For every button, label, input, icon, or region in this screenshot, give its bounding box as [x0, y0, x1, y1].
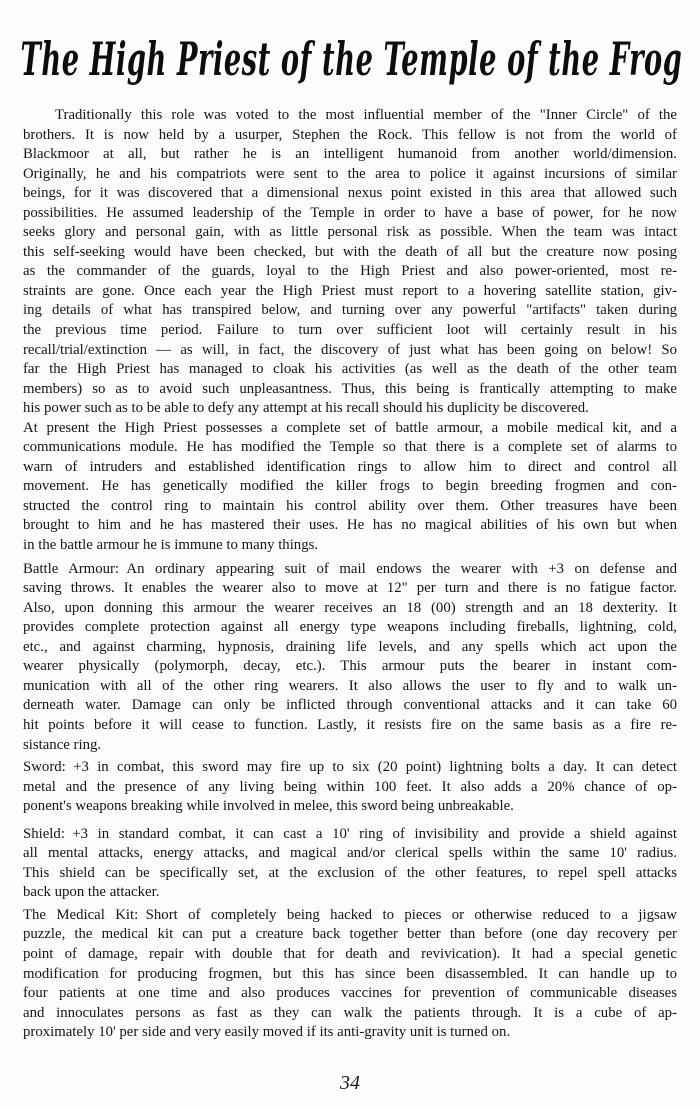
article-body [23, 106, 677, 1043]
text-line: the previous time period. Failure to turn over sufficient loot will certainly result in his [23, 322, 677, 339]
text-line: back upon the attacker. [23, 884, 160, 901]
text-line: structed the control ring to maintain his control ability over them. Other treasures have been [23, 497, 677, 514]
text-line: ponent's weapons breaking while involved in melee, this sword being unbreakable. [23, 798, 514, 815]
text-line: puzzle, the medical kit can put a creature back together better than before (one day recovery per [23, 926, 677, 943]
text-line: Blackmoor at all, but rather he is an intelligent humanoid from another world/dimension. [23, 146, 677, 163]
paragraph-battle-armour [23, 560, 677, 755]
text-line: This shield can be specifically set, at the exclusion of the other features, to repel spell attacks [23, 864, 677, 881]
text-line: all mental attacks, energy attacks, and magical and/or clerical spells within the same 10' radius. [23, 845, 677, 862]
text-line: this self-seeking would have been checked, but with the death of all but the creature now posing [23, 243, 677, 260]
text-line: Battle Armour: An ordinary appearing suit of mail endows the wearer with +3 on defense and [23, 560, 677, 577]
text-line: Traditionally this role was voted to the most influential member of the "Inner Circle" of the [55, 107, 677, 123]
text-line: recall/trial/extinction — as will, in fact, the discovery of just what has been going on below! So [23, 341, 677, 358]
text-line: beings, for it was discovered that a dimensional nexus point existed in this area that allowed such [23, 185, 677, 202]
text-line: communications module. He has modified the Temple so that there is a complete set of alarms to [23, 439, 677, 456]
paragraph-medical-kit [23, 906, 677, 1043]
paragraph-sword [23, 758, 677, 817]
text-line: munication with all of the other ring wearers. It also allows the user to fly and to walk un- [23, 677, 677, 694]
page-title-text: The High Priest of the Temple of the Frog [20, 32, 682, 86]
text-line: Sword: +3 in combat, this sword may fire up to six (20 point) lightning bolts a day. It can detect [23, 759, 677, 776]
text-line: and innoculates persons as fast as they can walk the patients through. It is a cube of ap- [23, 1004, 677, 1021]
text-line: his power such as to be able to defy any attempt at his recall should his duplicity be discovered. [23, 400, 589, 417]
text-line: members) so as to avoid such unpleasantness. Thus, this being is frantically attempting to make [23, 380, 677, 397]
text-line: wearer physically (polymorph, decay, etc.). This armour puts the bearer in instant com- [23, 658, 677, 675]
text-line: seeks glory and personal gain, with as little personal risk as possible. When the team was intact [23, 224, 677, 241]
text-line: point of damage, repair with double that for death and revivication). It had a special genetic [23, 945, 677, 962]
text-line: At present the High Priest possesses a complete set of battle armour, a mobile medical kit, and a [23, 419, 677, 436]
text-line: ing details of what has transpired below, and turning over any powerful "artifacts" taken during [23, 302, 677, 319]
text-line: four patients at one time and also produces vaccines for prevention of communicable diseases [23, 985, 677, 1002]
text-line: saving throws. It enables the wearer also to move at 12" per turn and there is no fatigue factor. [23, 580, 677, 597]
text-line: Originally, he and his compatriots were sent to the area to police it against incursions of similar [23, 165, 677, 182]
text-line: hit points before it will cease to function. Lastly, it resists fire on the same basis as a fire re- [23, 716, 677, 733]
text-line: far the High Priest has managed to cloak his activities (as well as the death of the other team [23, 361, 677, 378]
text-line: possibilities. He assumed leadership of the Temple in order to have a base of power, for he now [23, 204, 677, 221]
text-line: Also, upon donning this armour the wearer receives an 18 (00) strength and an 18 dexterity. It [23, 599, 677, 616]
text-line: provides complete protection against all energy type weapons including fireballs, lightning, cold, [23, 619, 677, 636]
paragraph-intro-2 [23, 419, 677, 556]
page-number: 34 [340, 1072, 360, 1094]
text-line: Shield: +3 in standard combat, it can cast a 10' ring of invisibility and provide a shield against [23, 825, 677, 842]
text-line: The Medical Kit: Short of completely being hacked to pieces or otherwise reduced to a jigsaw [23, 906, 677, 923]
text-line: brothers. It is now held by a usurper, Stephen the Rock. This fellow is not from the world of [23, 126, 677, 143]
text-line: etc., and against charming, hypnosis, draining life levels, and any spells which act upon the [23, 638, 677, 655]
paragraph-intro-1 [23, 106, 677, 419]
text-line: modification for producing frogmen, but this has since been disassembled. It can handle up to [23, 965, 677, 982]
text-line: sistance ring. [23, 736, 102, 753]
text-line: warn of intruders and established identification rings to allow him to direct and control all [23, 458, 677, 475]
text-line: as the commander of the guards, loyal to the High Priest and also power-oriented, most re- [23, 263, 677, 280]
text-line: in the battle armour he is immune to many things. [23, 537, 319, 554]
text-line: proximately 10' per side and very easily moved if its anti-gravity unit is turned on. [23, 1024, 511, 1041]
text-line: brought to him and he has mastered their uses. He has no magical abilities of his own but when [23, 517, 677, 534]
text-line: movement. He has genetically modified the killer frogs to begin breeding frogmen and con- [23, 478, 677, 495]
paragraph-shield [23, 825, 677, 903]
text-line: derneath water. Damage can only be inflicted through conventional attacks and it can take 60 [23, 697, 677, 714]
text-line: straints are gone. Once each year the High Priest must report to a hovering satellite station, giv- [23, 282, 677, 299]
text-line: metal and the presence of any living being within 100 feet. It also adds a 20% chance of op- [23, 778, 677, 795]
page-title [20, 18, 682, 100]
